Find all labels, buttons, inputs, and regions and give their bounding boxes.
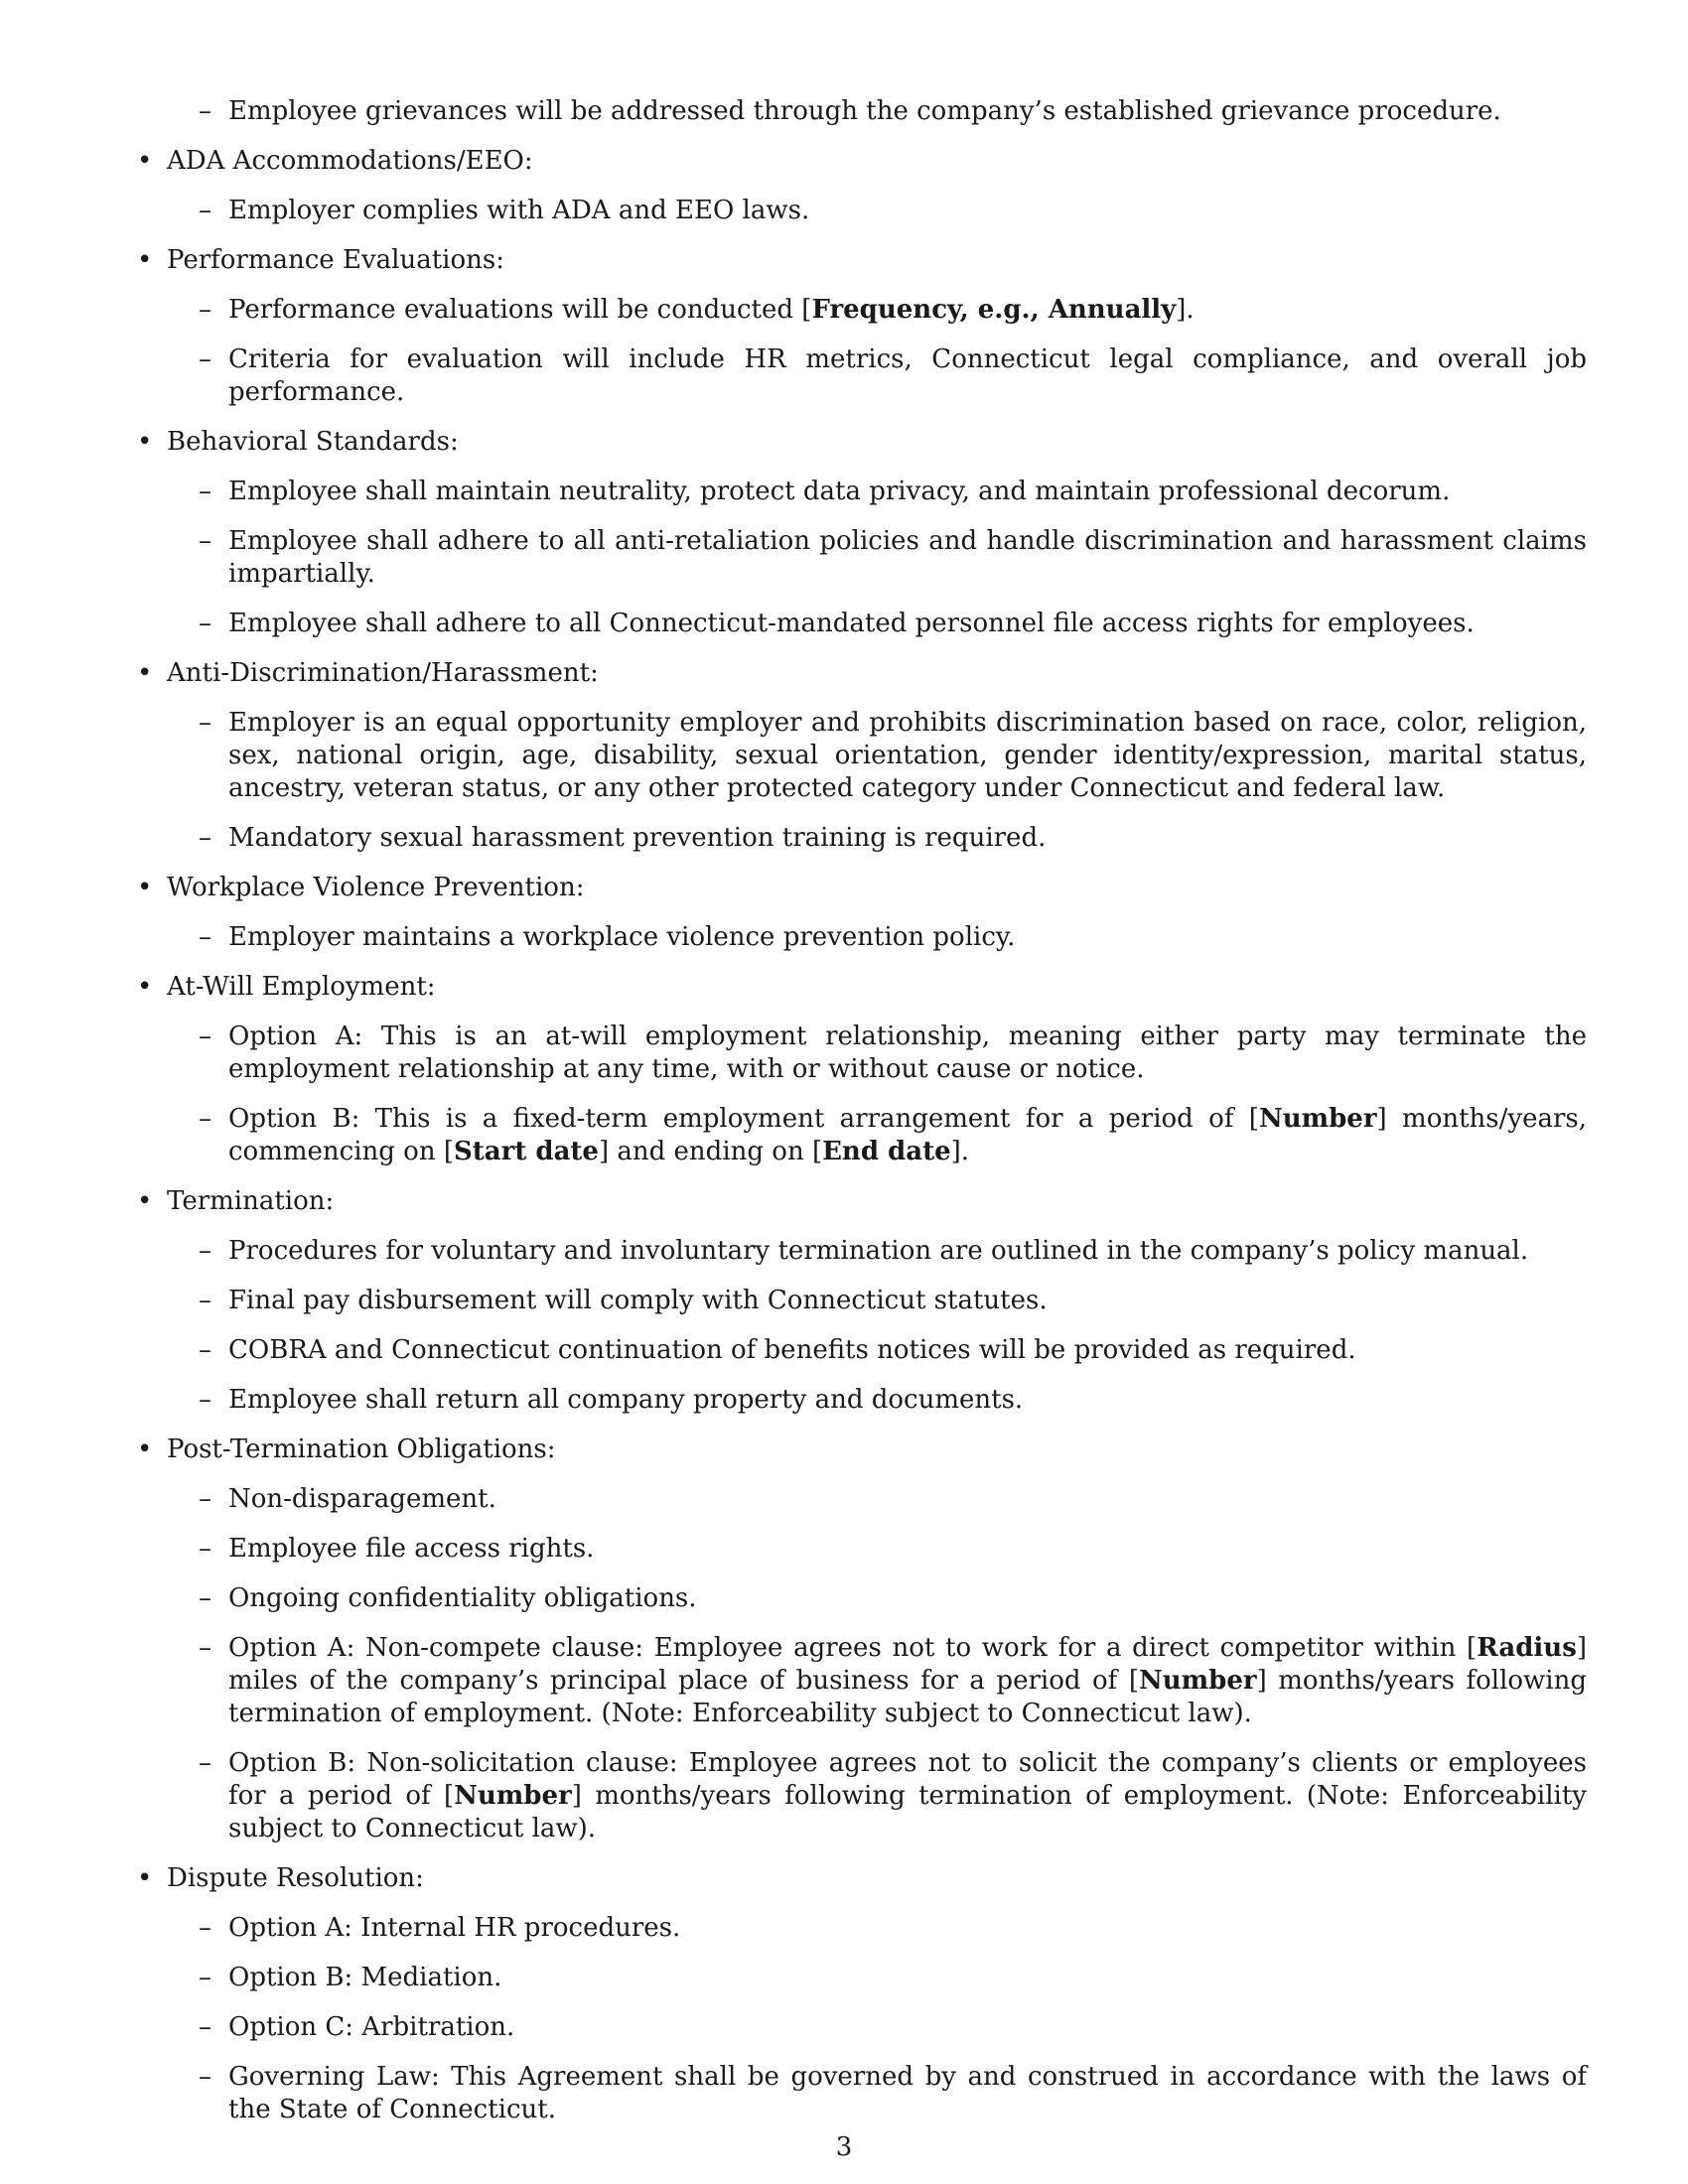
- section-performance-evaluations: [167, 244, 1587, 409]
- list-item: [228, 608, 1587, 640]
- list-item: [228, 822, 1587, 855]
- placeholder-field: End date: [822, 1137, 951, 1166]
- sub-item-list: [167, 95, 1587, 128]
- document-body: [167, 95, 1587, 2143]
- section-title: • Anti-Discrimination/Harassment:: [167, 657, 1587, 690]
- list-item: [228, 1285, 1587, 1317]
- sub-item-list: [167, 707, 1587, 855]
- list-item: [228, 921, 1587, 954]
- section-post-termination-obligations: [167, 1433, 1587, 1845]
- section-continued: [167, 95, 1587, 128]
- item-text: Employer is an equal opportunity employer and prohibits discrimination based on race, color, religion, sex, national origin, age, disability, sexual orientation, gender identity/expression, marital status, ancestry, veteran status, or any other protected category under Connecticut and federal law.: [228, 708, 1587, 803]
- sub-item-list: [167, 1483, 1587, 1845]
- item-text: Final pay disbursement will comply with Connecticut statutes.: [228, 1286, 1048, 1315]
- item-text: Employer complies with ADA and EEO laws.: [228, 196, 810, 225]
- list-item: [228, 294, 1587, 327]
- section-ada-accommodations-eeo: [167, 145, 1587, 227]
- sub-item-list: [167, 476, 1587, 640]
- placeholder-field: Start date: [454, 1137, 599, 1166]
- item-text: Procedures for voluntary and involuntary termination are outlined in the company’s policy manual.: [228, 1236, 1529, 1266]
- item-text: Employee shall maintain neutrality, protect data privacy, and maintain professional decorum.: [228, 477, 1451, 506]
- item-text: Ongoing confidentiality obligations.: [228, 1583, 697, 1613]
- item-text: Option B: Mediation.: [228, 1963, 502, 1992]
- item-text: Employee shall adhere to all anti-retaliation policies and handle discrimination and harassment claims impartially.: [228, 526, 1587, 589]
- list-item: [228, 195, 1587, 227]
- list-item: [228, 1912, 1587, 1945]
- section-title: • ADA Accommodations/EEO:: [167, 145, 1587, 178]
- placeholder-field: Number: [454, 1781, 572, 1811]
- list-item: [228, 1384, 1587, 1417]
- section-behavioral-standards: [167, 426, 1587, 640]
- list-item: [228, 1021, 1587, 1086]
- section-title: • Workplace Violence Prevention:: [167, 872, 1587, 904]
- section-at-will-employment: [167, 971, 1587, 1168]
- item-text: Employee shall return all company property and documents.: [228, 1385, 1024, 1415]
- sub-item-list: [167, 195, 1587, 227]
- list-item: [228, 95, 1587, 128]
- item-text: Option A: Non-compete clause: Employee agrees not to work for a direct competitor within [: [228, 1633, 1477, 1663]
- list-item: [228, 1103, 1587, 1168]
- list-item: [228, 343, 1587, 409]
- item-text: Governing Law: This Agreement shall be governed by and construed in accordance with the laws of the State of Connecticut.: [228, 2062, 1587, 2124]
- list-item: [228, 1483, 1587, 1516]
- list-item: [228, 1632, 1587, 1730]
- item-text: ] miles of the company’s principal place of business for a period of [: [228, 1633, 1587, 1696]
- item-text: Option A: Internal HR procedures.: [228, 1913, 681, 1943]
- sub-item-list: [167, 1235, 1587, 1417]
- item-text: Performance evaluations will be conducted [: [228, 295, 812, 325]
- sub-item-list: [167, 921, 1587, 954]
- section-dispute-resolution: [167, 1862, 1587, 2126]
- section-title: • Behavioral Standards:: [167, 426, 1587, 459]
- item-text: ] months/years following termination of employment. (Note: Enforceability subject to Connecticut law).: [228, 1666, 1587, 1728]
- sub-item-list: [167, 1021, 1587, 1168]
- list-item: [228, 1334, 1587, 1367]
- item-text: Employee file access rights.: [228, 1534, 595, 1564]
- list-item: [228, 1533, 1587, 1566]
- item-text: ] months/years, commencing on [: [228, 1104, 1587, 1166]
- list-item: [228, 1235, 1587, 1268]
- section-title: • Dispute Resolution:: [167, 1862, 1587, 1895]
- section-termination: [167, 1185, 1587, 1417]
- item-text: ] months/years following termination of employment. (Note: Enforceability subject to Connecticut law).: [228, 1781, 1587, 1843]
- list-item: [228, 707, 1587, 805]
- item-text: ].: [950, 1137, 970, 1166]
- section-title: • At-Will Employment:: [167, 971, 1587, 1004]
- item-text: Option B: Non-solicitation clause: Employee agrees not to solicit the company’s clients or employees for a period of [: [228, 1748, 1587, 1811]
- list-item: [228, 2011, 1587, 2044]
- section-title: • Post-Termination Obligations:: [167, 1433, 1587, 1466]
- list-item: [228, 1962, 1587, 1994]
- item-text: Option A: This is an at-will employment relationship, meaning either party may terminate the employment relationship at any time, with or without cause or notice.: [228, 1022, 1587, 1084]
- item-text: COBRA and Connecticut continuation of benefits notices will be provided as required.: [228, 1335, 1356, 1365]
- item-text: Option B: This is a fixed-term employment arrangement for a period of [: [228, 1104, 1259, 1134]
- item-text: Non-disparagement.: [228, 1484, 496, 1514]
- item-text: Criteria for evaluation will include HR metrics, Connecticut legal compliance, and overall job performance.: [228, 344, 1587, 407]
- section-title: • Termination:: [167, 1185, 1587, 1218]
- list-item: [228, 476, 1587, 508]
- placeholder-field: Frequency, e.g., Annually: [811, 295, 1177, 325]
- list-item: [228, 525, 1587, 591]
- sub-item-list: [167, 294, 1587, 409]
- item-text: Mandatory sexual harassment prevention training is required.: [228, 823, 1047, 853]
- section-workplace-violence-prevention: [167, 872, 1587, 954]
- placeholder-field: Number: [1138, 1666, 1257, 1696]
- list-item: [228, 1747, 1587, 1845]
- item-text: Employee grievances will be addressed through the company’s established grievance procedure.: [228, 96, 1501, 126]
- item-text: Option C: Arbitration.: [228, 2012, 515, 2042]
- placeholder-field: Number: [1258, 1104, 1377, 1134]
- item-text: ].: [1176, 295, 1195, 325]
- page-number: 3: [835, 2132, 853, 2162]
- section-anti-discrimination-harassment: [167, 657, 1587, 855]
- item-text: Employer maintains a workplace violence prevention policy.: [228, 922, 1016, 952]
- section-title: • Performance Evaluations:: [167, 244, 1587, 277]
- placeholder-field: Radius: [1477, 1633, 1577, 1663]
- list-item: [228, 1582, 1587, 1615]
- section-list: [167, 95, 1587, 2126]
- list-item: [228, 2061, 1587, 2126]
- item-text: Employee shall adhere to all Connecticut-mandated personnel file access rights for employees.: [228, 609, 1475, 638]
- item-text: ] and ending on [: [598, 1137, 823, 1166]
- sub-item-list: [167, 1912, 1587, 2126]
